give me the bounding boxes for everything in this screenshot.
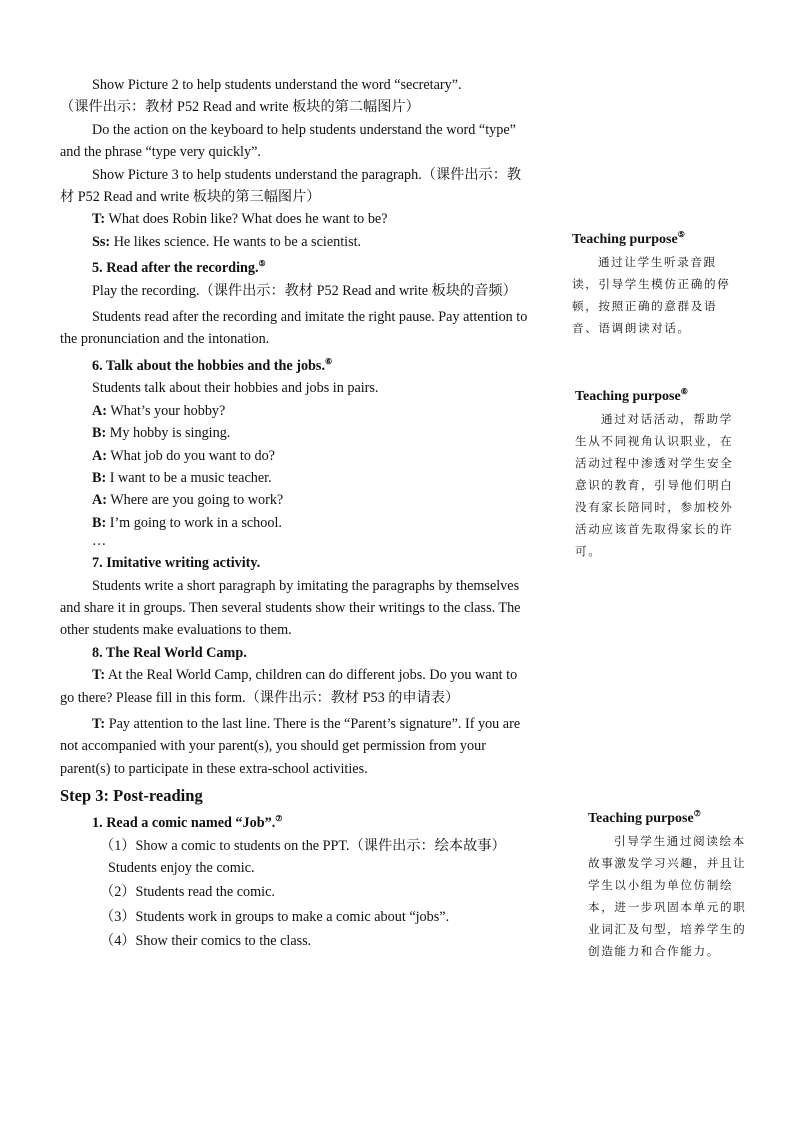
footnote-mark: ⑥ (680, 387, 688, 396)
speaker-label: B: (92, 425, 107, 442)
paragraph: Show Picture 3 to help students understand the paragraph.（课件出示：教材 P52 Read and write 板块的第三幅图片） (60, 166, 522, 206)
paragraph: Students read after the recording and imitate the right pause. Pay attention to the pronunciation and the intonation. (60, 309, 528, 348)
footnote-mark: ⑦ (275, 814, 283, 824)
speaker-label: T: (92, 667, 106, 684)
section-heading: 5. Read after the recording.⑤ (92, 259, 266, 277)
note-title: Teaching purpose⑥ (575, 387, 688, 404)
footnote-mark: ⑤ (677, 230, 685, 239)
paragraph: Students talk about their hobbies and jobs in pairs. (92, 380, 379, 397)
list-item: （4）Show their comics to the class. (100, 933, 312, 950)
paragraph: （课件出示：教材 P52 Read and write 板块的第二幅图片） (60, 99, 420, 116)
note-body: 通过让学生听录音跟读，引导学生模仿正确的停顿，按照正确的意群及语音、语调朗读对话。 (572, 255, 731, 335)
section-heading: 7. Imitative writing activity. (92, 555, 261, 572)
dialog-text: I’m going to work in a school. (106, 514, 282, 531)
dialog-text: He likes science. He wants to be a scientist. (110, 233, 362, 250)
teaching-purpose-note (575, 383, 745, 562)
paragraph: Do the action on the keyboard to help students understand the word “type” and the phrase “type very quickly”. (60, 121, 516, 161)
speaker-label: A: (92, 447, 107, 464)
footnote-mark: ⑦ (693, 809, 701, 818)
dialog-line (60, 445, 530, 467)
paragraph: Play the recording.（课件出示：教材 P52 Read and write 板块的音频） (92, 282, 517, 299)
footnote-mark: ⑤ (258, 259, 266, 269)
footnote-mark: ⑥ (325, 356, 333, 366)
step-heading: Step 3: Post-reading (60, 786, 203, 806)
speaker-label: B: (92, 469, 107, 486)
speaker-label: A: (92, 402, 107, 419)
speaker-label: T: (92, 715, 106, 732)
note-body: 通过对话活动，帮助学生从不同视角认识职业，在活动过程中渗透对学生安全意识的教育，引导他们明白没有家长陪同时，参加校外活动应该首先取得家长的许可。 (575, 412, 734, 558)
dialog-text: I want to be a music teacher. (106, 469, 272, 486)
paragraph: Students write a short paragraph by imitating the paragraphs by themselves and share it in groups. Then several students show their writings to the class. The other students make evaluations to them. (60, 577, 521, 639)
section-heading: 8. The Real World Camp. (92, 644, 247, 661)
dialog-text: Where are you going to work? (106, 492, 284, 509)
dialog-line (60, 400, 530, 422)
paragraph: Show Picture 2 to help students understand the word “secretary”. (92, 77, 462, 93)
paragraph: T: Pay attention to the last line. There is the “Parent’s signature”. If you are not accompanied with your parent(s), you should get permission from your parent(s) to participate in these extra-school activities. (60, 715, 521, 777)
dialog-line (60, 467, 530, 489)
dialog-line (60, 422, 530, 444)
dialog-text: What does Robin like? What does he want to be? (105, 211, 388, 228)
list-item: （1）Show a comic to students on the PPT.（课件出示：绘本故事） (100, 837, 506, 854)
note-body: 引导学生通过阅读绘本故事激发学习兴趣，并且让学生以小组为单位仿制绘本，进一步巩固本单元的职业词汇及句型，培养学生的创造能力和合作能力。 (588, 834, 747, 958)
speaker-label: Ss: (92, 233, 111, 250)
dialog-line (60, 489, 530, 511)
ellipsis: … (92, 533, 107, 550)
teaching-purpose-note (588, 805, 758, 962)
list-item: （3）Students work in groups to make a comic about “jobs”. (100, 908, 450, 925)
section-heading: 1. Read a comic named “Job”.⑦ (92, 814, 283, 832)
speaker-label: B: (92, 514, 107, 531)
section-heading: 6. Talk about the hobbies and the jobs.⑥ (92, 356, 333, 374)
speaker-label: T: (92, 211, 106, 228)
list-item: Students enjoy the comic. (108, 860, 255, 876)
lesson-body (60, 74, 530, 953)
note-title: Teaching purpose⑤ (572, 230, 685, 247)
dialog-line (60, 208, 530, 230)
dialog-text: What’s your hobby? (106, 402, 226, 419)
speaker-label: A: (92, 492, 107, 509)
list-item: （2）Students read the comic. (100, 884, 275, 901)
note-title: Teaching purpose⑦ (588, 809, 701, 826)
dialog-text: What job do you want to do? (106, 447, 275, 464)
dialog-text: My hobby is singing. (106, 425, 231, 442)
dialog-line (60, 231, 530, 253)
dialog-line (60, 512, 530, 534)
paragraph: T: At the Real World Camp, children can do different jobs. Do you want to go there? Please fill in this form.（课件出示：教材 P53 的申请表） (60, 667, 518, 706)
teaching-purpose-note (572, 226, 742, 339)
